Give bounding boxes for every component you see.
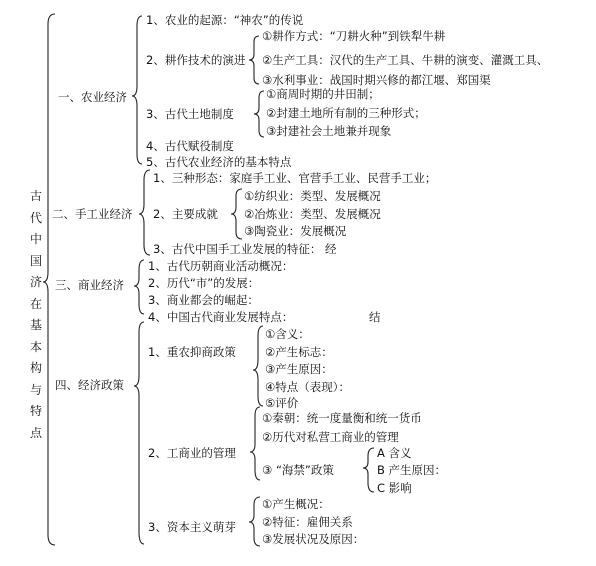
- land-1: ①商周时期的井田制；: [266, 87, 380, 101]
- root-title: 古代中国济在基本构与特点: [29, 189, 42, 440]
- physio-2: ②产生标志：: [265, 345, 333, 359]
- policy-brace: [134, 322, 144, 544]
- physio-4: ④特点（表现）：: [265, 380, 351, 394]
- farming-1: ①耕作方式：“刀耕火种”到铁犁牛耕: [262, 29, 446, 43]
- section-policy-title: 四、经济政策: [55, 378, 124, 392]
- section-commerce-title: 三、商业经济: [55, 278, 124, 292]
- land-3: ③封建社会土地兼并现象: [266, 124, 392, 138]
- capital-2: ②特征：雇佣关系: [262, 515, 353, 529]
- manage-brace: [250, 407, 260, 480]
- farming-2: ②生产工具：汉代的生产工具、牛耕的演变、灌溉工具、: [262, 53, 549, 67]
- agri-item-4: 4、古代赋役制度: [146, 139, 234, 153]
- land-2: ②封建土地所有制的三种形式；: [266, 106, 426, 120]
- manage-1: ①秦朝：统一度量衡和统一货币: [262, 411, 422, 425]
- agri-item-3: 3、古代土地制度: [146, 107, 234, 121]
- section-craft-title: 二、手工业经济: [52, 207, 133, 221]
- farming-3: ③水利事业：战国时期兴修的都江堰、郑国渠: [262, 73, 491, 87]
- root-brace: [43, 14, 55, 545]
- capital-1: ①产生概况：: [262, 497, 330, 511]
- capital-brace: [249, 497, 260, 546]
- agri-item-2: 2、耕作技术的演进: [146, 53, 246, 67]
- commerce-item-3: 3、商业都会的崛起：: [148, 293, 259, 307]
- achieve-2: ②冶炼业：类型、发展概况: [244, 207, 381, 221]
- physio-5: ⑤评价: [265, 396, 299, 410]
- achieve-brace: [231, 189, 242, 239]
- commerce-item-2: 2、历代“市”的发展：: [148, 276, 260, 290]
- land-brace: [254, 91, 264, 137]
- capital-3: ③发展状况及原因：: [262, 532, 365, 546]
- policy-item-3: 3、资本主义萌芽: [148, 520, 236, 534]
- craft-item-2: 2、主要成就: [153, 207, 218, 221]
- physio-1: ①含义：: [265, 327, 310, 341]
- manage-2: ②历代对私营工商业的管理: [262, 430, 399, 444]
- physio-brace: [253, 326, 263, 406]
- craft-item-1: 1、三种形态：家庭手工业、官营手工业、民营手工业；: [153, 171, 437, 185]
- haijin-brace: [363, 448, 374, 492]
- craft-brace: [139, 170, 150, 255]
- physio-3: ③产生原因：: [265, 362, 333, 376]
- commerce-brace: [134, 260, 144, 314]
- achieve-1: ①纺织业：类型、发展概况: [244, 189, 381, 203]
- policy-item-1: 1、重农抑商政策: [148, 345, 236, 359]
- manage-3: ③ “海禁”政策: [262, 463, 334, 477]
- agri-brace: [132, 16, 142, 164]
- farming-brace: [249, 36, 259, 84]
- commerce-tail: 结: [369, 310, 381, 324]
- craft-item-3: 3、古代中国手工业发展的特征： 经: [153, 242, 337, 256]
- commerce-item-4: 4、中国古代商业发展特点：: [148, 310, 294, 324]
- haijin-a: A 含义: [377, 446, 412, 460]
- agri-item-5: 5、古代农业经济的基本特点: [146, 155, 292, 169]
- achieve-3: ③陶瓷业：发展概况: [244, 224, 347, 238]
- policy-item-2: 2、工商业的管理: [148, 446, 236, 460]
- commerce-item-1: 1、古代历朝商业活动概况：: [148, 259, 294, 273]
- haijin-b: B 产生原因：: [377, 463, 447, 477]
- agri-item-1: 1、农业的起源：“神农”的传说: [146, 13, 304, 27]
- section-agri-title: 一、农业经济: [58, 90, 127, 104]
- haijin-c: C 影响: [377, 481, 412, 495]
